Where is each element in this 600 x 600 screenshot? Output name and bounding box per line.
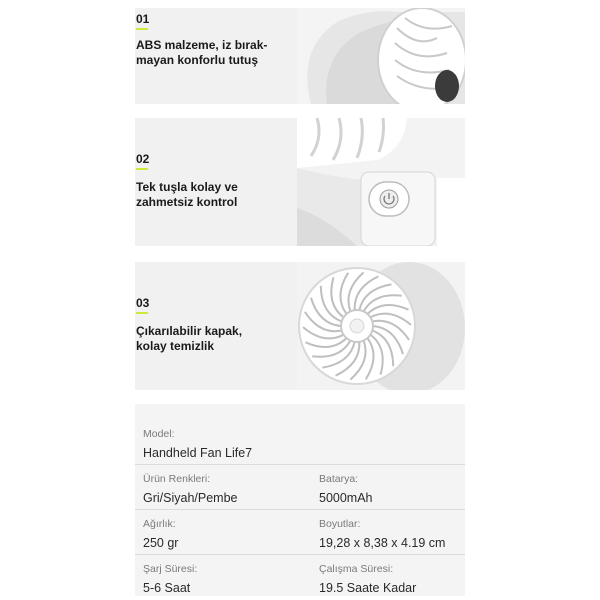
spec-value: Gri/Siyah/Pembe (143, 491, 238, 505)
spec-value: Handheld Fan Life7 (143, 446, 253, 460)
feature-title: Tek tuşla kolay ve zahmetsiz kontrol (136, 180, 238, 209)
feature-number: 03 (136, 296, 150, 310)
feature-card-3 (135, 262, 465, 390)
spec-charge-time (143, 563, 197, 595)
fan-button-photo (297, 118, 465, 246)
spec-battery (319, 473, 373, 505)
specs-panel (135, 404, 465, 596)
spec-label: Çalışma Süresi: (319, 563, 394, 575)
fan-blade-photo (297, 262, 465, 390)
feature-number: 01 (136, 12, 150, 26)
spec-model (143, 428, 252, 460)
spec-row (135, 465, 465, 510)
feature-number: 02 (136, 152, 150, 166)
spec-label: Model: (143, 428, 175, 440)
spec-value: 5000mAh (319, 491, 373, 505)
spec-value: 250 gr (143, 536, 179, 550)
spec-label: Batarya: (319, 473, 359, 485)
spec-row (135, 555, 465, 596)
spec-label: Şarj Süresi: (143, 563, 198, 575)
spec-runtime (319, 563, 416, 595)
feature-title: Çıkarılabilir kapak, kolay temizlik (136, 324, 243, 353)
feature-title: ABS malzeme, iz bırak- mayan konforlu tutuş (136, 38, 268, 67)
spec-row (135, 510, 465, 555)
spec-label: Ürün Renkleri: (143, 473, 211, 485)
spec-colors (143, 473, 237, 505)
accent-underline (136, 312, 148, 314)
spec-value: 19,28 x 8,38 x 4.19 cm (319, 536, 446, 550)
fan-grip-photo (297, 8, 465, 104)
accent-underline (136, 28, 148, 30)
spec-row (135, 404, 465, 465)
spec-label: Boyutlar: (319, 518, 361, 530)
spec-dimensions (319, 518, 445, 550)
spec-label: Ağırlık: (143, 518, 176, 530)
accent-underline (136, 168, 148, 170)
feature-card-2 (135, 118, 465, 246)
feature-card-1 (135, 8, 465, 104)
spec-weight (143, 518, 178, 550)
spec-value: 19.5 Saate Kadar (319, 581, 417, 595)
spec-value: 5-6 Saat (143, 581, 191, 595)
